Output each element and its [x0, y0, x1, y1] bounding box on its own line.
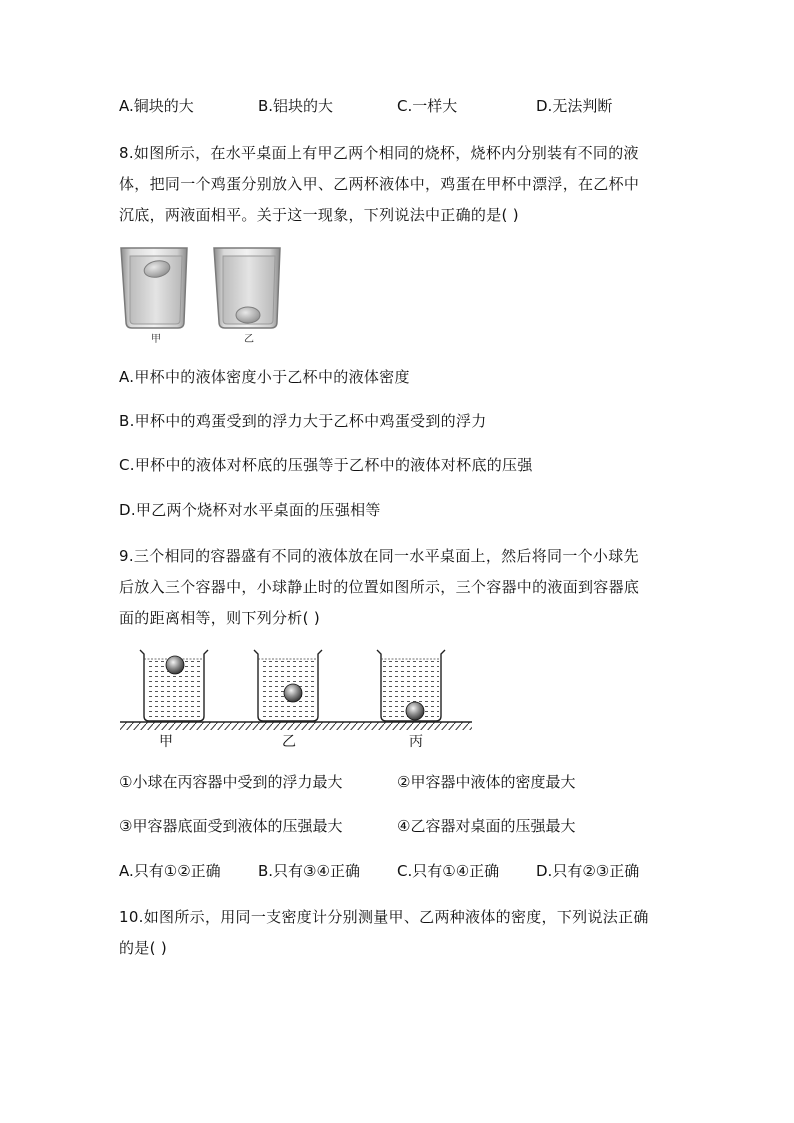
q8-egg-sunk — [236, 307, 260, 323]
q9-stem-line-2: 后放入三个容器中，小球静止时的位置如图所示，三个容器中的液面到容器底 — [119, 578, 640, 596]
q9-statement-1: ①小球在丙容器中受到的浮力最大 — [119, 773, 343, 791]
q8-beaker-left — [121, 248, 187, 328]
q7-option-c: C.一样大 — [397, 97, 458, 115]
q8-beakers-figure — [118, 242, 298, 346]
q9-option-d: D.只有②③正确 — [536, 862, 640, 880]
q9-statement-2: ②甲容器中液体的密度最大 — [397, 773, 576, 791]
q8-option-d: D.甲乙两个烧杯对水平桌面的压强相等 — [119, 501, 381, 519]
q10-stem-line-1: 10.如图所示，用同一支密度计分别测量甲、乙两种液体的密度，下列说法正确 — [119, 908, 649, 926]
q8-label-right: 乙 — [244, 334, 254, 345]
q9-container-2 — [254, 650, 322, 721]
q9-ground-hatch — [120, 722, 472, 730]
q9-statement-4: ④乙容器对桌面的压强最大 — [397, 817, 576, 835]
q9-option-c: C.只有①④正确 — [397, 862, 500, 880]
q8-option-b: B.甲杯中的鸡蛋受到的浮力大于乙杯中鸡蛋受到的浮力 — [119, 412, 487, 430]
q9-option-a: A.只有①②正确 — [119, 862, 221, 880]
q9-label-3: 丙 — [409, 734, 423, 750]
q7-option-b: B.铝块的大 — [258, 97, 334, 115]
q9-ball-2 — [284, 684, 302, 702]
q9-containers-figure — [118, 644, 478, 752]
q8-stem-line-2: 体，把同一个鸡蛋分别放入甲、乙两杯液体中，鸡蛋在甲杯中漂浮，在乙杯中 — [119, 175, 640, 193]
q9-ball-3 — [406, 702, 424, 720]
q8-beaker-right — [214, 248, 280, 328]
q9-option-b: B.只有③④正确 — [258, 862, 360, 880]
q8-option-a: A.甲杯中的液体密度小于乙杯中的液体密度 — [119, 368, 410, 386]
q10-stem-line-2: 的是( ) — [119, 939, 167, 957]
q9-container-1 — [140, 650, 208, 721]
q8-label-left: 甲 — [151, 334, 161, 345]
q9-statement-3: ③甲容器底面受到液体的压强最大 — [119, 817, 343, 835]
q9-stem-line-3: 面的距离相等，则下列分析( ) — [119, 609, 320, 627]
q9-label-2: 乙 — [282, 734, 296, 750]
q7-option-a: A.铜块的大 — [119, 97, 194, 115]
q8-stem-line-3: 沉底，两液面相平。关于这一现象，下列说法中正确的是( ) — [119, 206, 519, 224]
q8-option-c: C.甲杯中的液体对杯底的压强等于乙杯中的液体对杯底的压强 — [119, 456, 533, 474]
q9-label-1: 甲 — [159, 734, 173, 750]
q9-stem-line-1: 9.三个相同的容器盛有不同的液体放在同一水平桌面上，然后将同一个小球先 — [119, 547, 639, 565]
q9-ball-1 — [166, 656, 184, 674]
q8-stem-line-1: 8.如图所示，在水平桌面上有甲乙两个相同的烧杯，烧杯内分别装有不同的液 — [119, 144, 639, 162]
q7-option-d: D.无法判断 — [536, 97, 613, 115]
q9-container-3 — [377, 650, 445, 721]
